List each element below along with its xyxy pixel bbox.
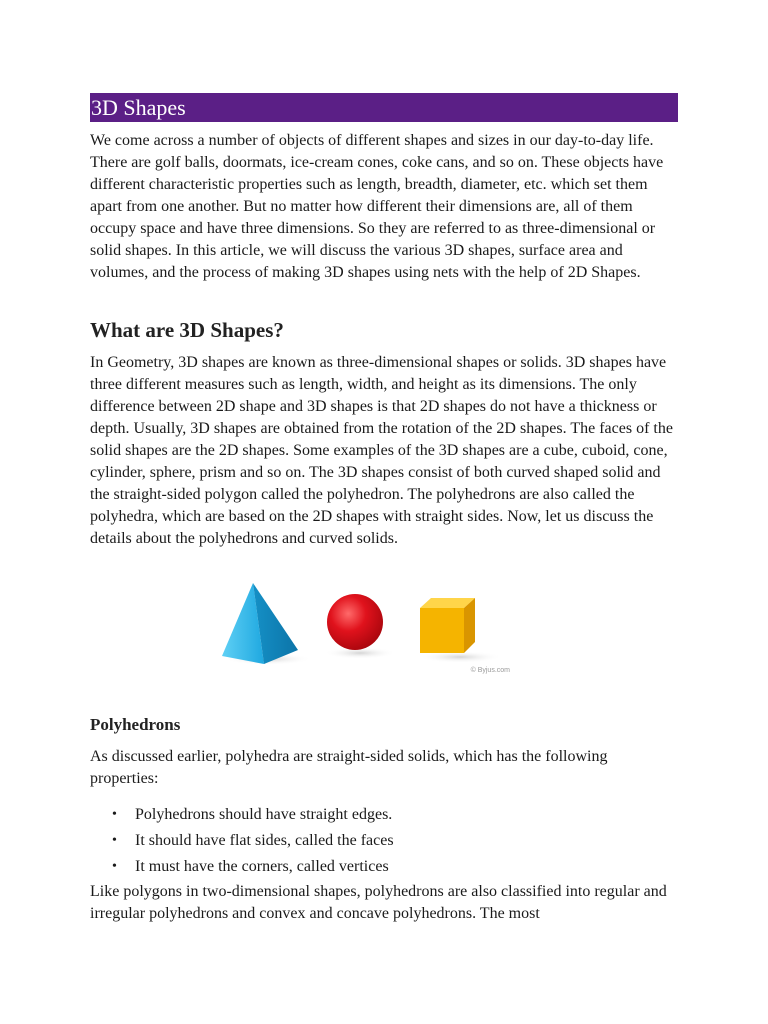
definition-paragraph: In Geometry, 3D shapes are known as three-dimensional shapes or solids. 3D shapes have three different measures such as length, width, and height as its dimensions. The only difference between 2D shape and 3D shapes is that 2D shapes do not have a thickness or depth. Usually, 3D shapes are obtained from the rotation of the 2D shapes. The faces of the solid shapes are the 2D shapes. Some examples of the 3D shapes are a cube, cuboid, cone, cylinder, sphere, prism and so on. The 3D shapes consist of both curved shaped solid and the straight-sided polygon called the polyhedron. The polyhedrons are also called the polyhedra, which are based on the 2D shapes with straight sides. Now, let us discuss the details about the polyhedrons and curved solids. (90, 354, 673, 547)
list-item-text: Polyhedrons should have straight edges. (135, 806, 393, 823)
sphere-shape (324, 594, 396, 659)
list-item-text: It should have flat sides, called the faces (135, 832, 394, 849)
bullet-icon: • (112, 833, 117, 848)
properties-intro: As discussed earlier, polyhedra are straight-sided solids, which has the following properties: (90, 748, 608, 787)
image-credit: © Byjus.com (470, 667, 510, 674)
cube-shape (418, 598, 502, 663)
list-item (90, 856, 675, 882)
pyramid-shape (222, 583, 312, 665)
closing-paragraph: Like polygons in two-dimensional shapes, polyhedrons are also classified into regular and irregular polyhedrons and convex and concave polyhedrons. The most (90, 883, 667, 922)
polyhedrons-heading: Polyhedrons (90, 715, 181, 734)
list-item-text: It must have the corners, called vertices (135, 858, 389, 875)
title-banner (90, 93, 678, 122)
section-heading: What are 3D Shapes? (90, 318, 284, 342)
list-item (90, 830, 675, 856)
shapes-illustration (200, 578, 522, 678)
bullet-icon: • (112, 807, 117, 822)
properties-list (90, 804, 675, 882)
shapes-figure (200, 578, 522, 678)
intro-paragraph: We come across a number of objects of different shapes and sizes in our day-to-day life. There are golf balls, doormats, ice-cream cones, coke cans, and so on. These objects have different characteristic properties such as length, breadth, diameter, etc. which set them apart from one another. But no matter how different their dimensions are, all of them occupy space and have three dimensions. So they are referred to as three-dimensional or solid shapes. In this article, we will discuss the various 3D shapes, surface area and volumes, and the process of making 3D shapes using nets with the help of 2D Shapes. (90, 132, 664, 281)
bullet-icon: • (112, 859, 117, 874)
page-title: 3D Shapes (91, 95, 186, 120)
list-item (90, 804, 675, 830)
